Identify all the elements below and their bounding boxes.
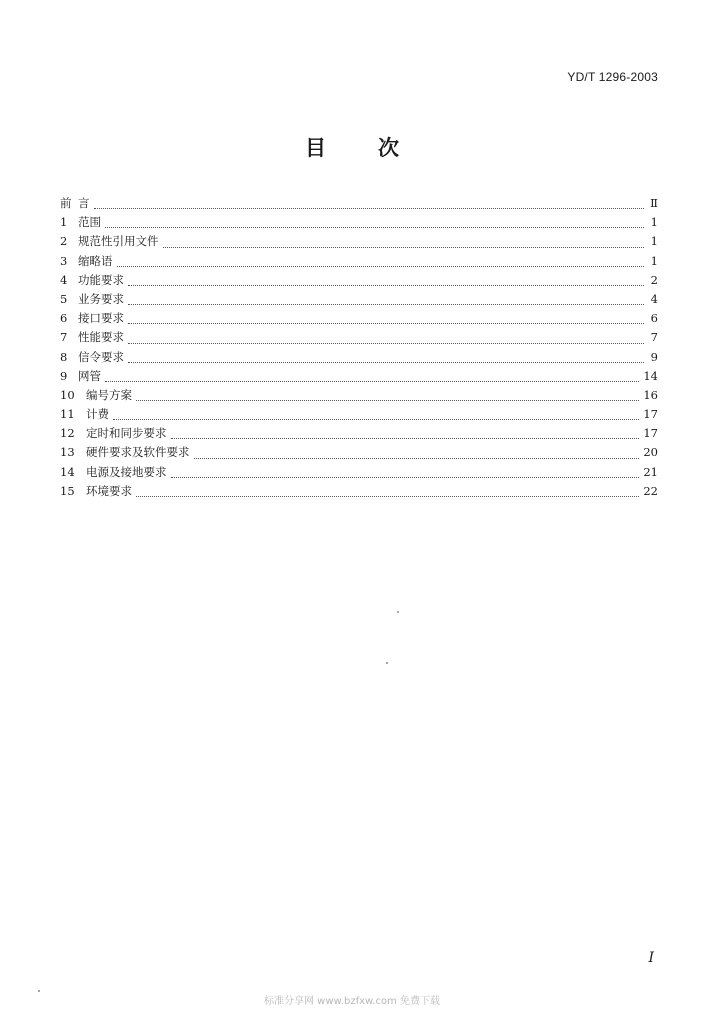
- page-title: [0, 132, 704, 162]
- toc-entry[interactable]: [60, 424, 658, 443]
- table-of-contents: [60, 194, 658, 501]
- toc-page: 6: [650, 311, 658, 326]
- toc-page: 2: [650, 272, 658, 287]
- toc-number: 6: [60, 311, 68, 326]
- toc-leader: [113, 418, 639, 420]
- toc-page: 1: [650, 215, 658, 230]
- toc-label: 缩略语: [78, 253, 113, 268]
- toc-number: 7: [60, 330, 68, 345]
- toc-page: Ⅱ: [650, 196, 658, 210]
- toc-page: 14: [643, 368, 658, 383]
- standard-code: YD/T 1296-2003: [567, 70, 658, 84]
- toc-entry-foreword[interactable]: [60, 194, 658, 213]
- toc-page: 9: [650, 349, 658, 364]
- toc-leader: [117, 265, 645, 267]
- toc-label: 接口要求: [78, 311, 124, 326]
- toc-entry[interactable]: [60, 443, 658, 462]
- toc-number: 10: [60, 387, 75, 402]
- toc-label: 信令要求: [78, 349, 124, 364]
- toc-page: 4: [650, 291, 658, 306]
- toc-entry[interactable]: [60, 271, 658, 290]
- toc-leader: [194, 457, 640, 459]
- toc-leader: [128, 303, 644, 305]
- toc-label: 硬件要求及软件要求: [86, 445, 190, 460]
- toc-entry[interactable]: [60, 405, 658, 424]
- toc-number: 4: [60, 272, 68, 287]
- toc-number: 5: [60, 291, 68, 306]
- toc-label: 范围: [78, 215, 101, 230]
- toc-leader: [171, 476, 640, 478]
- toc-number: 14: [60, 464, 75, 479]
- toc-label: 性能要求: [78, 330, 124, 345]
- toc-entry[interactable]: [60, 232, 658, 251]
- toc-label: 言: [78, 196, 90, 210]
- toc-entry[interactable]: [60, 309, 658, 328]
- toc-entry[interactable]: [60, 290, 658, 309]
- toc-label: 业务要求: [78, 291, 124, 306]
- toc-leader: [128, 322, 644, 324]
- toc-label: 环境要求: [86, 483, 132, 498]
- toc-entry[interactable]: [60, 482, 658, 501]
- watermark: 标准分享网 www.bzfxw.com 免费下载: [264, 996, 440, 1007]
- toc-page: 22: [643, 483, 658, 498]
- page-number: I: [648, 950, 654, 966]
- toc-leader: [94, 207, 645, 209]
- toc-label: 定时和同步要求: [86, 426, 167, 441]
- toc-leader: [128, 342, 644, 344]
- scan-speck: [397, 611, 399, 613]
- toc-number: 12: [60, 426, 75, 441]
- toc-leader: [163, 246, 645, 248]
- title-char-2: 次: [378, 136, 399, 160]
- toc-leader: [128, 284, 644, 286]
- toc-label: 电源及接地要求: [86, 464, 167, 479]
- toc-number: 1: [60, 215, 68, 230]
- toc-label: 计费: [86, 407, 109, 422]
- toc-leader: [105, 380, 639, 382]
- toc-page: 1: [650, 234, 658, 249]
- toc-page: 17: [643, 407, 658, 422]
- toc-number: 15: [60, 483, 75, 498]
- toc-number: 9: [60, 368, 68, 383]
- toc-entry[interactable]: [60, 213, 658, 232]
- scan-speck: [386, 662, 388, 664]
- toc-page: 16: [643, 387, 658, 402]
- toc-number: 8: [60, 349, 68, 364]
- toc-entry[interactable]: [60, 252, 658, 271]
- toc-label: 网管: [78, 368, 101, 383]
- toc-page: 1: [650, 253, 658, 268]
- toc-leader: [136, 495, 639, 497]
- toc-label: 功能要求: [78, 272, 124, 287]
- toc-number: 2: [60, 234, 68, 249]
- toc-page: 7: [650, 330, 658, 345]
- toc-entry[interactable]: [60, 386, 658, 405]
- title-char-1: 目: [305, 136, 326, 160]
- toc-number: 前: [60, 196, 72, 210]
- toc-number: 3: [60, 253, 68, 268]
- toc-page: 20: [643, 445, 658, 460]
- toc-leader: [128, 361, 644, 363]
- toc-entry[interactable]: [60, 463, 658, 482]
- toc-label: 规范性引用文件: [78, 234, 159, 249]
- toc-entry[interactable]: [60, 348, 658, 367]
- toc-entry[interactable]: [60, 367, 658, 386]
- toc-leader: [171, 437, 640, 439]
- toc-leader: [105, 226, 644, 228]
- toc-page: 21: [643, 464, 658, 479]
- toc-entry[interactable]: [60, 328, 658, 347]
- toc-page: 17: [643, 426, 658, 441]
- toc-label: 编号方案: [86, 387, 132, 402]
- toc-leader: [136, 399, 639, 401]
- toc-number: 11: [60, 407, 75, 422]
- toc-number: 13: [60, 445, 75, 460]
